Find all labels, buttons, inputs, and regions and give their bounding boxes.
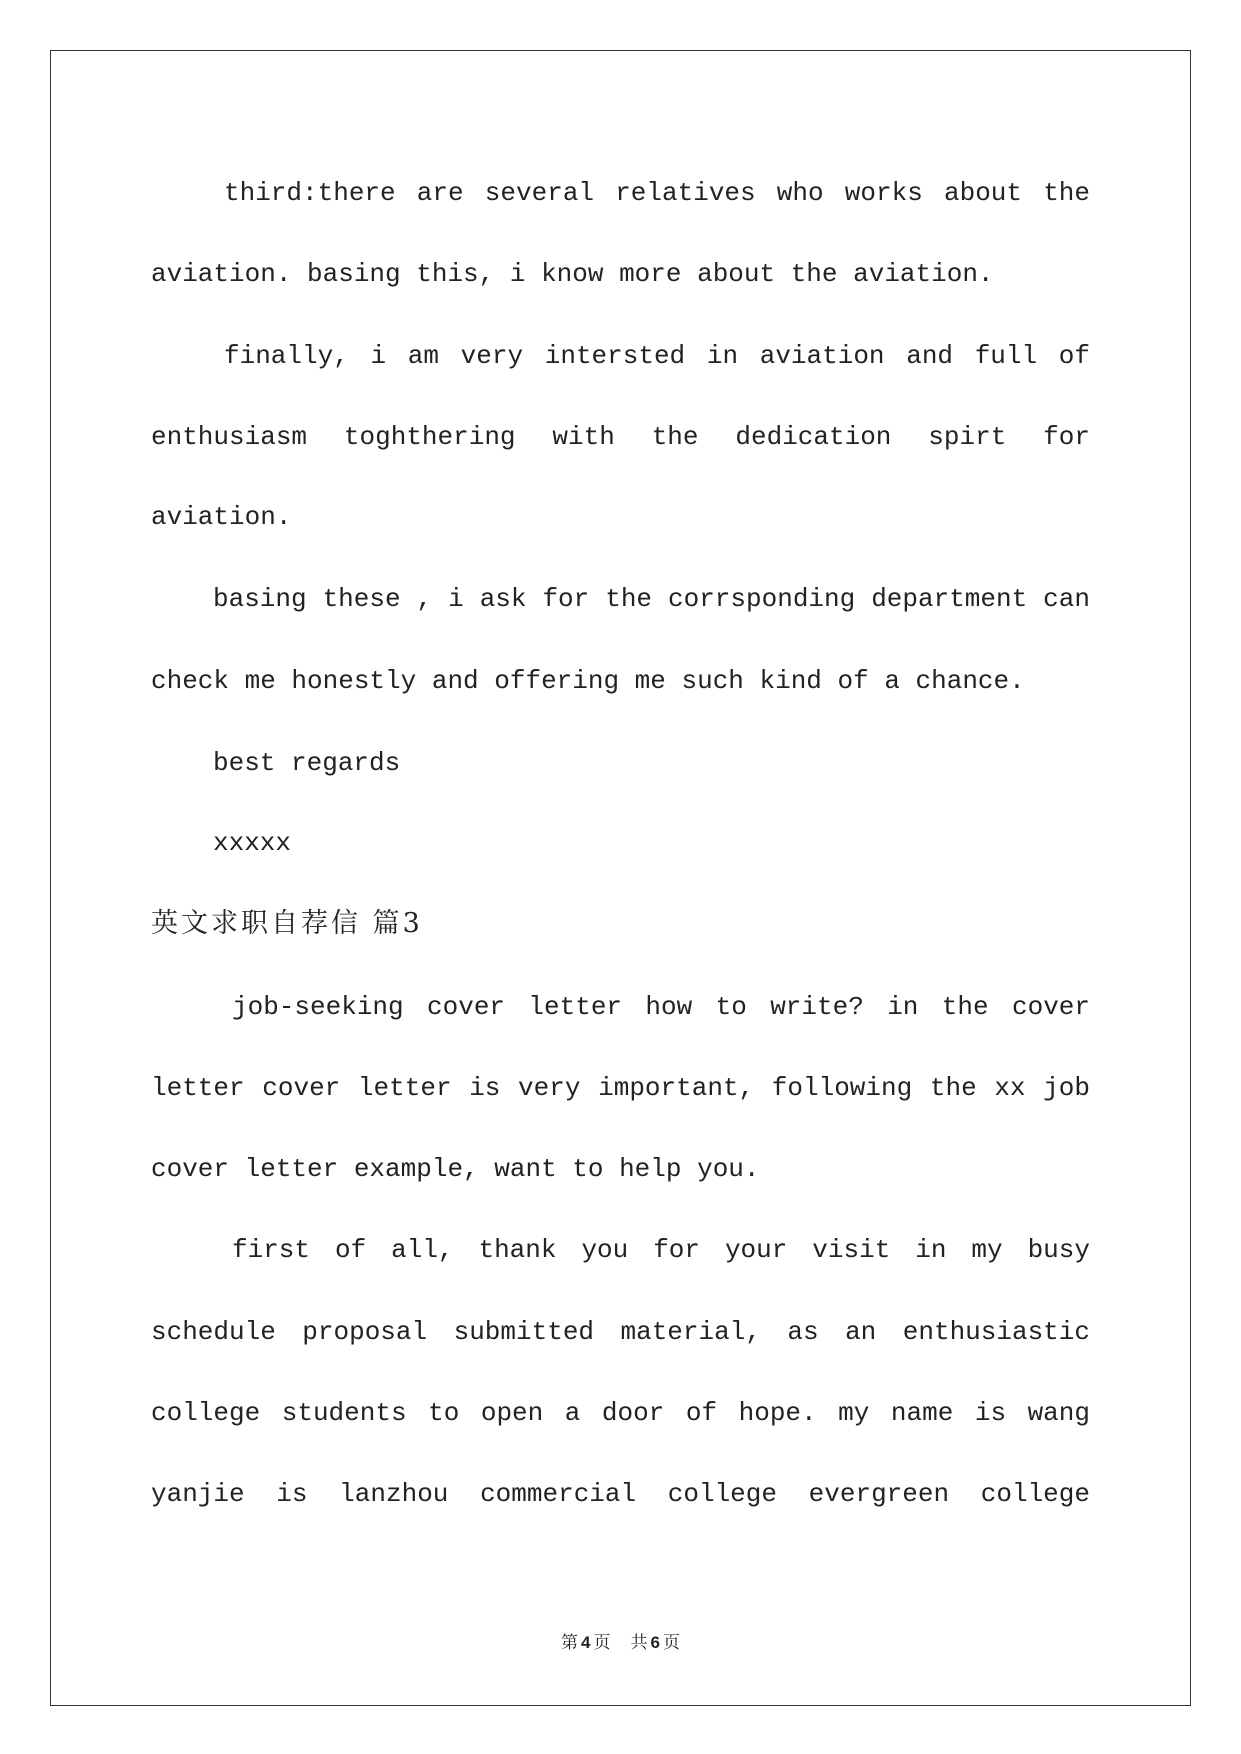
total-pages-prefix: 共 bbox=[630, 1633, 648, 1653]
body-line: basing these , i ask for the corrsponding department can bbox=[213, 584, 1090, 614]
closing-line: best regards bbox=[213, 748, 401, 778]
current-page-number: 4 bbox=[581, 1633, 591, 1652]
body-line: schedule proposal submitted material, as an enthusiastic bbox=[151, 1317, 1090, 1347]
body-line: college students to open a door of hope. my name is wang bbox=[151, 1398, 1090, 1428]
body-line: aviation. basing this, i know more about the aviation. bbox=[151, 259, 994, 289]
body-line: first of all, thank you for your visit in my busy bbox=[232, 1235, 1090, 1265]
body-line: aviation. bbox=[151, 502, 292, 532]
total-pages-suffix: 页 bbox=[662, 1633, 680, 1653]
body-line: third:there are several relatives who works about the bbox=[224, 178, 1090, 208]
total-pages-number: 6 bbox=[650, 1633, 660, 1652]
page-number-suffix: 页 bbox=[593, 1633, 611, 1653]
body-line: enthusiasm toghthering with the dedication spirt for bbox=[151, 422, 1090, 452]
signature-line: xxxxx bbox=[213, 828, 292, 858]
body-line: letter cover letter is very important, following the xx job bbox=[151, 1073, 1090, 1103]
section-heading: 英文求职自荐信 篇3 bbox=[151, 908, 423, 939]
body-line: cover letter example, want to help you. bbox=[151, 1154, 760, 1184]
page-footer bbox=[0, 1628, 1241, 1653]
page-number-prefix: 第 bbox=[561, 1633, 579, 1653]
body-line: job-seeking cover letter how to write? in the cover bbox=[232, 992, 1090, 1022]
page-border bbox=[50, 50, 1191, 1706]
body-line: finally, i am very intersted in aviation and full of bbox=[224, 341, 1090, 371]
body-line: check me honestly and offering me such kind of a chance. bbox=[151, 666, 1025, 696]
body-line: yanjie is lanzhou commercial college evergreen college bbox=[151, 1479, 1090, 1509]
